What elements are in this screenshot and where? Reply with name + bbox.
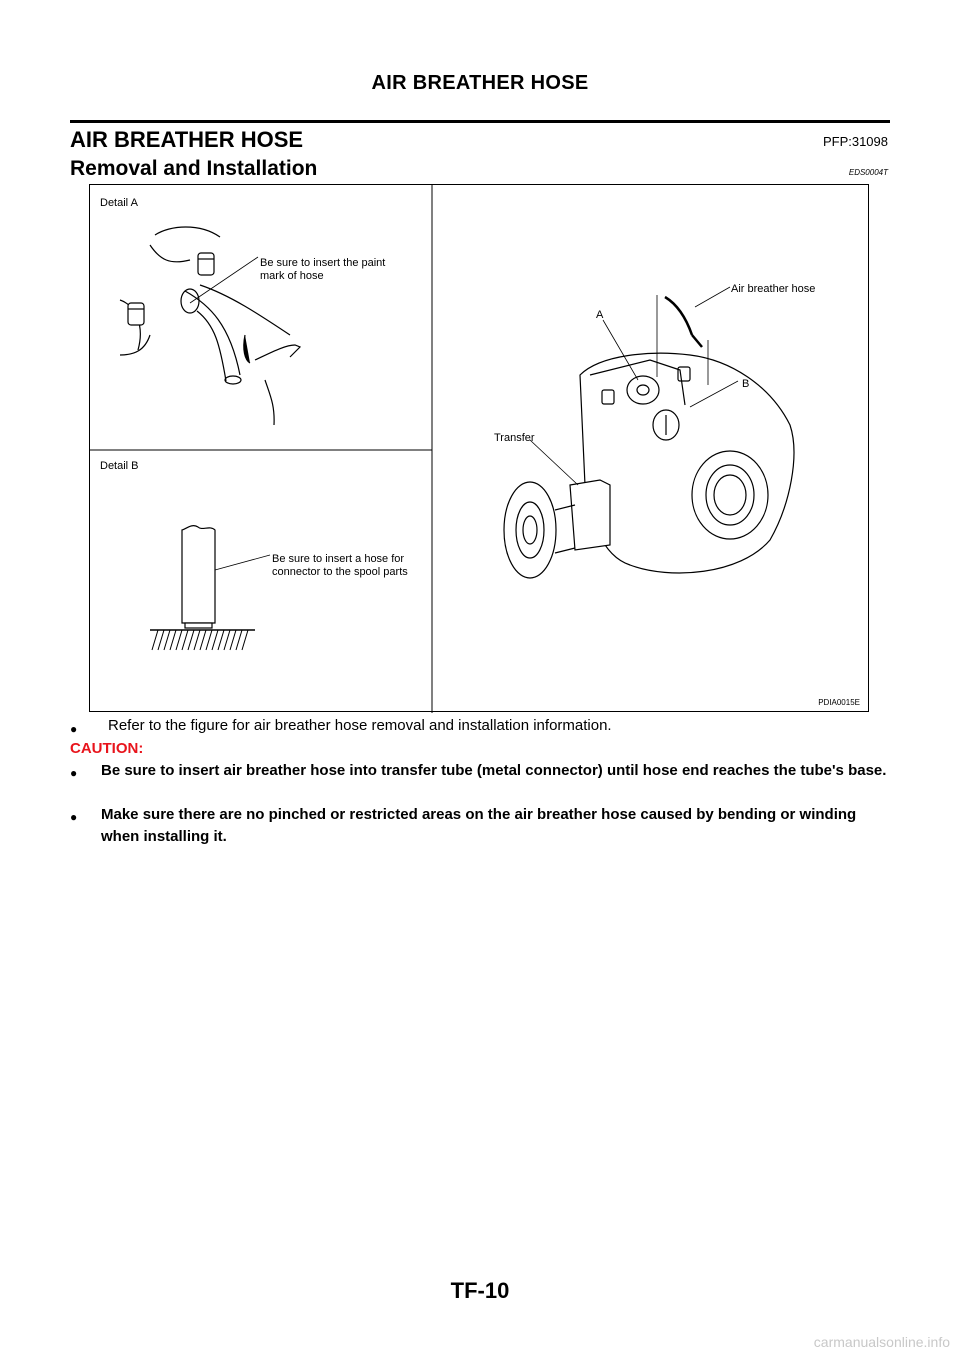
detail-a-callout-line2: mark of hose: [260, 270, 324, 282]
caution-label: CAUTION:: [70, 740, 144, 757]
caution-item-2: Make sure there are no pinched or restricted areas on the air breather hose caused by bending or winding when installing it.: [101, 806, 857, 845]
detail-b-title: Detail B: [100, 460, 139, 472]
detail-b-callout-line2: connector to the spool parts: [272, 566, 408, 578]
detail-a-callout-line1: Be sure to insert the paint: [260, 257, 386, 269]
label-air-breather-hose: Air breather hose: [731, 283, 816, 295]
detail-b-drawing: [150, 526, 270, 650]
transfer-assembly-drawing: [504, 287, 794, 578]
header-rule: [70, 120, 890, 123]
detail-b-callout: [272, 553, 408, 579]
detail-b-callout-line1: Be sure to insert a hose for: [272, 553, 405, 565]
detail-a-title: Detail A: [100, 197, 138, 209]
bullet-icon: ●: [70, 810, 78, 824]
page-number: TF-10: [450, 1278, 510, 1303]
running-header-title: AIR BREATHER HOSE: [371, 72, 589, 94]
label-a: A: [596, 309, 604, 321]
watermark: carmanualsonline.info: [813, 1334, 950, 1350]
figure-illustration: [90, 185, 870, 713]
pfp-code: PFP:31098: [822, 134, 888, 149]
detail-a-callout: [260, 257, 385, 283]
subsection-title: Removal and Installation: [70, 157, 318, 180]
figure-id: PDIA0015E: [818, 698, 860, 707]
bullet-icon: ●: [70, 722, 78, 736]
label-b: B: [742, 378, 750, 390]
eds-code: EDS0004T: [848, 168, 888, 177]
removal-installation-figure: [89, 184, 869, 712]
bullet-icon: ●: [70, 766, 78, 780]
intro-text: Refer to the figure for air breather hose removal and installation information.: [108, 717, 612, 734]
caution-item-1: Be sure to insert air breather hose into transfer tube (metal connector) until hose end reaches the tube's base.: [101, 762, 887, 779]
section-title: AIR BREATHER HOSE: [70, 127, 304, 152]
label-transfer: Transfer: [494, 432, 535, 444]
